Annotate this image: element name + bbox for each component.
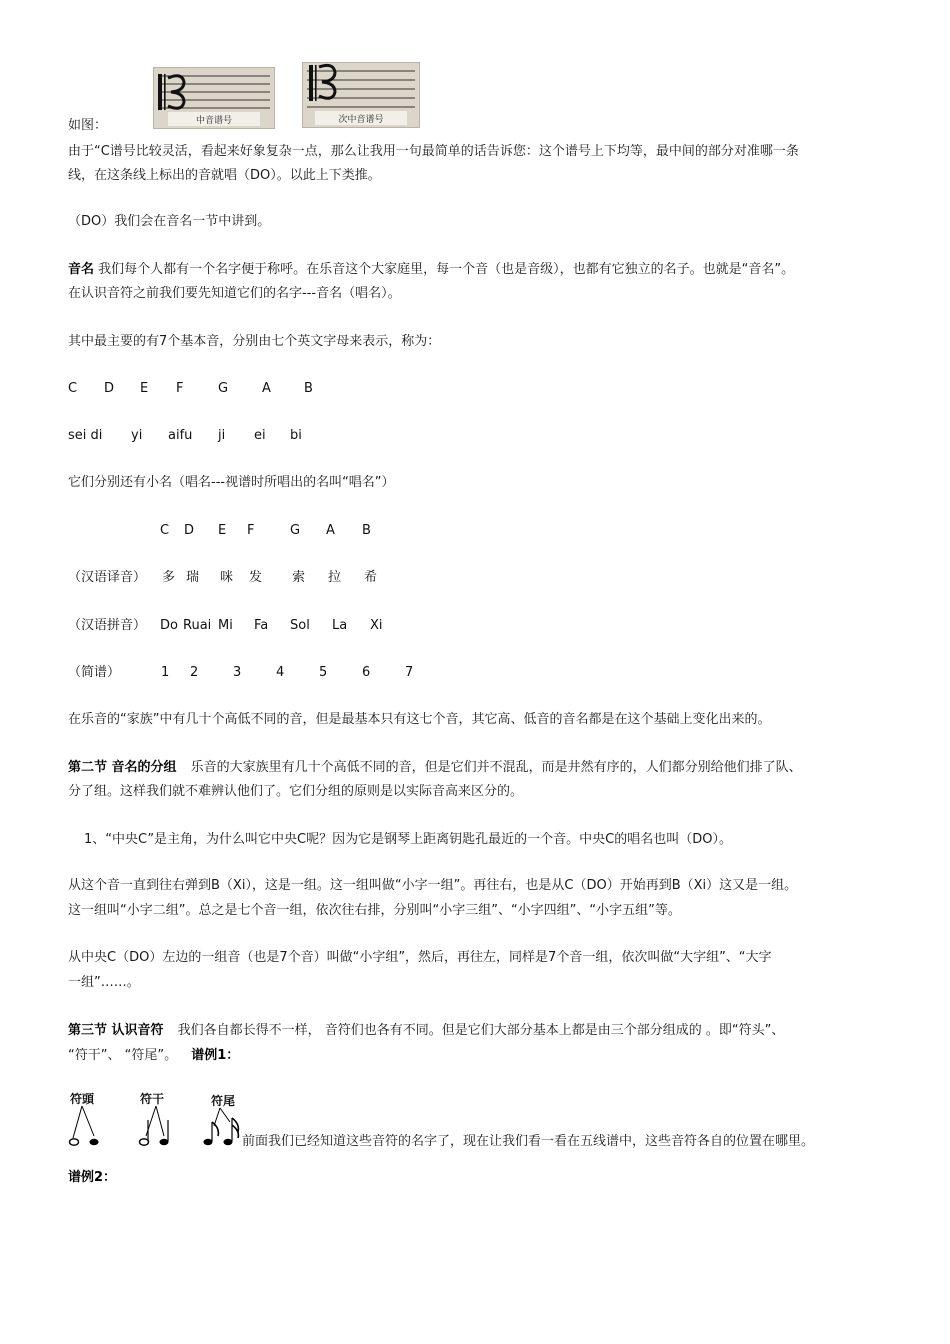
note-flag-label: 符尾 [211,1094,236,1108]
pronunciation-row [68,428,368,444]
paragraph: 1、“中央C”是主角，为什么叫它中央C呢？因为它是钢琴上距离钥匙孔最近的一个音。中央C的唱名也叫（DO）。 [84,832,732,847]
paragraph: 前面我们已经知道这些音符的名字了，现在让我们看一看在五线谱中，这些音符各自的位置在哪里。 [242,1134,815,1149]
pronunciation: aifu [168,428,193,443]
paragraph-line: 由于“C谱号比较灵活，看起来好象复杂一点，那么让我用一句最简单的话告诉您：这个谱号上下均等，最中间的部分对准哪一条 [68,144,799,159]
solfege-cell: 4 [276,665,285,680]
note-stem-label: 符干 [140,1092,165,1106]
solfege-cell: 索 [292,570,306,585]
row-label: （简谱） [68,665,121,680]
solfege-cell: La [332,618,348,633]
clef-caption: 中音谱号 [195,116,232,126]
note-letter: A [262,381,271,396]
note-letter: E [140,381,149,396]
paragraph: 其中最主要的有7个基本音，分别由七个英文字母来表示，称为： [68,334,441,349]
paragraph-text: 乐音的大家族里有几十个高低不同的音，但是它们并不混乱，而是井然有序的，人们都分别给他们排了队、 [190,760,802,775]
solfege-cell: Fa [254,618,269,633]
paragraph-line: 这一组叫“小字二组”。总之是七个音一组，依次往右排，分别叫“小字三组”、“小字四组”、“小字五组”等。 [68,903,681,918]
pronunciation: yi [131,428,143,443]
pronunciation: bi [290,428,302,443]
note-letter: B [362,523,371,538]
section-term: 音名 [68,262,95,277]
note-letter: C [160,523,170,538]
solfege-letter-row [160,523,380,539]
note-letter: D [184,523,195,538]
paragraph-line: 分了组。这样我们就不难辨认他们了。它们分组的原则是以实际音高来区分的。 [68,784,524,799]
pronunciation: ji [218,428,226,443]
paragraph-text: “符干”、 “符尾”。 [68,1048,178,1063]
tenor-clef-image [302,62,420,128]
solfege-cell: 多 [162,570,176,585]
solfege-cell: 7 [405,665,414,680]
section-heading: 第二节 音名的分组 [68,760,177,775]
section-heading: 第三节 认识音符 [68,1023,164,1038]
solfege-cell: 发 [249,570,263,585]
paragraph-line: 从中央C（DO）左边的一组音（也是7个音）叫做“小字组”，然后，再往左，同样是7个音一组，依次叫做“大字组”、“大字 [68,950,772,965]
solfege-cell: Mi [218,618,233,633]
note-letter: B [304,381,313,396]
solfege-cell: 5 [319,665,328,680]
note-letter: G [218,381,229,396]
solfege-cell: Ruai [183,618,212,633]
row-label: （汉语拼音） [68,618,147,633]
pinyin-row [68,618,398,634]
solfege-cell: 6 [362,665,371,680]
row-label: （汉语译音） [68,570,147,585]
paragraph-line: 在认识音符之前我们要先知道它们的名字---音名（唱名）。 [68,286,401,301]
note-parts-illustration [64,1100,244,1152]
solfege-cell: 3 [233,665,242,680]
paragraph-line [68,1048,239,1064]
note-letter: A [326,523,335,538]
note-letter: E [218,523,227,538]
clef-caption: 次中音谱号 [338,115,384,125]
note-letter: F [176,381,184,396]
note-letter: G [290,523,301,538]
example-label: 谱例1： [191,1048,240,1063]
pronunciation: sei di [68,428,103,443]
paragraph: 在乐音的“家族”中有几十个高低不同的音，但是最基本只有这七个音，其它高、低音的音名都是在这个基础上变化出来的。 [68,712,771,727]
solfege-cell: Xi [370,618,383,633]
paragraph-text: 我们每个人都有一个名字便于称呼。在乐音这个大家庭里，每一个音（也是音级），也都有它独立的名子。也就是“音名”。 [98,262,795,277]
solfege-cell: 瑞 [186,570,200,585]
solfege-cell: Do [160,618,178,633]
solfege-cell: 拉 [328,570,342,585]
paragraph-line: 从这个音一直到往右弹到B（Xi），这是一组。这一组叫做“小字一组”。再往右，也是从C（DO）开始再到B（Xi）这又是一组。 [68,878,798,893]
solfege-cell: 2 [190,665,199,680]
letter-row [68,381,368,397]
solfege-cell: Sol [290,618,310,633]
note-letter: F [247,523,255,538]
chinese-row [68,570,388,586]
solfege-cell: 希 [364,570,378,585]
paragraph-line: 线，在这条线上标出的音就唱（DO）。以此上下类推。 [68,168,381,183]
pronunciation: ei [254,428,266,443]
paragraph-line: 一组”……。 [68,975,140,990]
solfege-cell: 咪 [220,570,234,585]
alto-clef-image [153,67,275,129]
paragraph: 它们分别还有小名（唱名---视谱时所唱出的名叫“唱名”） [68,475,395,490]
note-letter: D [104,381,115,396]
solfege-cell: 1 [161,665,170,680]
paragraph-line [68,1023,784,1039]
paragraph-text: 我们各自都长得不一样， 音符们也各有不同。但是它们大部分基本上都是由三个部分组成的 。即“符头”、 [177,1023,785,1038]
paragraph: （DO）我们会在音名一节中讲到。 [68,214,271,229]
note-letter: C [68,381,78,396]
numbered-row [68,665,418,681]
paragraph-line [68,262,794,278]
note-head-label: 符頭 [70,1092,95,1106]
intro-label: 如图： [68,118,108,133]
example-label: 谱例2： [68,1170,117,1185]
paragraph-line [68,760,802,776]
